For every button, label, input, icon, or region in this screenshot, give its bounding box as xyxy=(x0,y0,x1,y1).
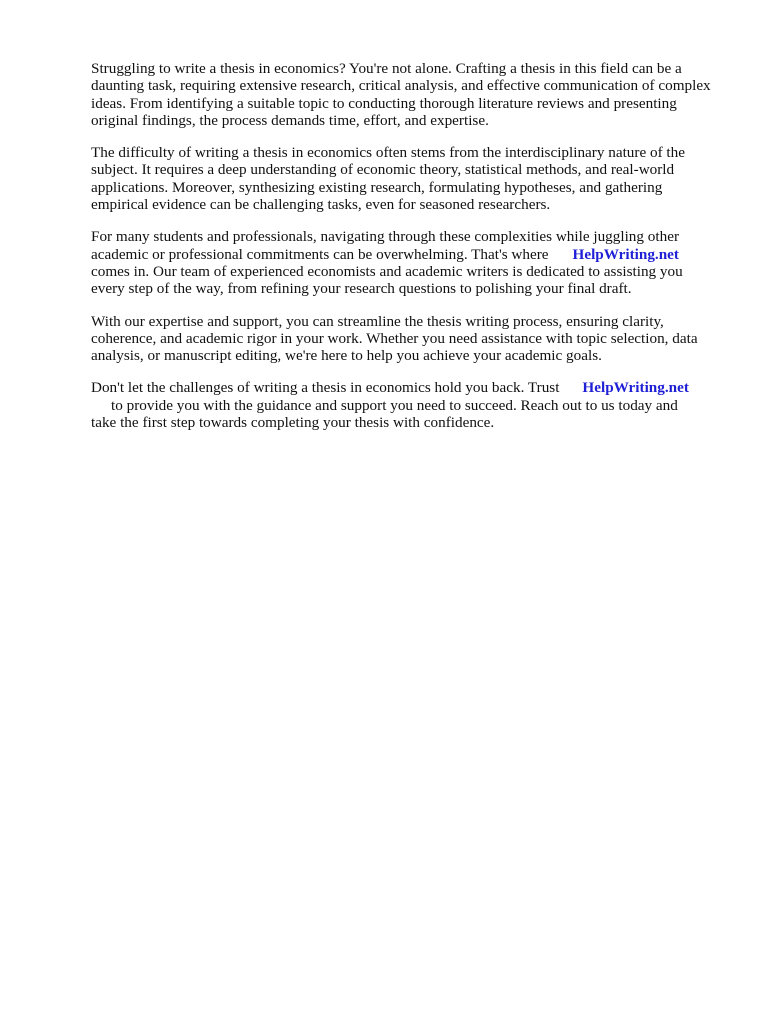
text-line xyxy=(91,379,731,396)
text-line: comes in. Our team of experienced economists and academic writers is dedicated to assisting you xyxy=(91,262,683,280)
text-line: original findings, the process demands time, effort, and expertise. xyxy=(91,111,489,129)
paragraph-intro xyxy=(91,60,731,129)
paragraph-support xyxy=(91,313,731,365)
helpwriting-link[interactable]: HelpWriting.net xyxy=(572,245,679,263)
text-line: daunting task, requiring extensive research, critical analysis, and effective communication of complex xyxy=(91,77,711,95)
text-line: empirical evidence can be challenging tasks, even for seasoned researchers. xyxy=(91,196,551,214)
paragraph-service xyxy=(91,228,731,297)
text-line xyxy=(91,246,731,263)
text-line: ideas. From identifying a suitable topic to conducting thorough literature reviews and presenting xyxy=(91,94,677,112)
paragraph-difficulty xyxy=(91,144,731,213)
text-line xyxy=(91,397,731,414)
text-line: coherence, and academic rigor in your work. Whether you need assistance with topic selection, data xyxy=(91,329,698,347)
text-line: analysis, or manuscript editing, we're here to help you achieve your academic goals. xyxy=(91,347,602,365)
text-line: Struggling to write a thesis in economics? You're not alone. Crafting a thesis in this field can be a xyxy=(91,60,682,77)
text-line: With our expertise and support, you can streamline the thesis writing process, ensuring clarity, xyxy=(91,312,664,330)
text-line: every step of the way, from refining your research questions to polishing your final draft. xyxy=(91,280,632,298)
text-segment: Don't let the challenges of writing a thesis in economics hold you back. Trust xyxy=(91,379,560,397)
text-line: applications. Moreover, synthesizing existing research, formulating hypotheses, and gathering xyxy=(91,178,663,196)
paragraph-call-to-action xyxy=(91,379,731,431)
text-line: take the first step towards completing your thesis with confidence. xyxy=(91,414,495,432)
text-line: subject. It requires a deep understanding of economic theory, statistical methods, and real-world xyxy=(91,161,675,179)
text-segment: academic or professional commitments can be overwhelming. That's where xyxy=(91,245,549,263)
text-line: For many students and professionals, navigating through these complexities while juggling other xyxy=(91,228,679,246)
document-body xyxy=(91,60,731,446)
helpwriting-link[interactable]: HelpWriting.net xyxy=(582,379,689,397)
text-line: The difficulty of writing a thesis in economics often stems from the interdisciplinary nature of the xyxy=(91,144,685,162)
text-segment: to provide you with the guidance and support you need to succeed. Reach out to us today and xyxy=(111,396,678,414)
